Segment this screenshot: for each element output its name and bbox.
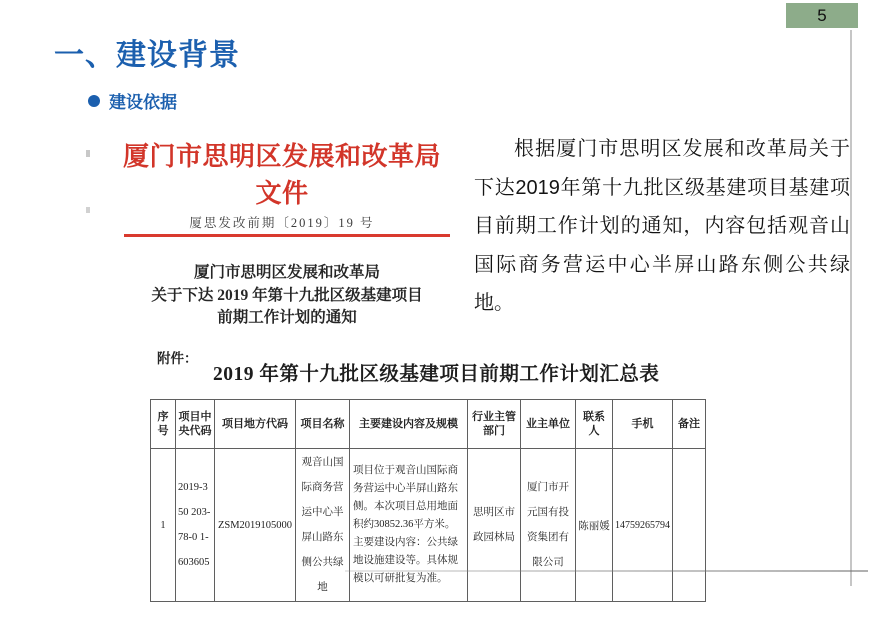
cell-local-code: ZSM2019105000 [215, 449, 296, 602]
col-header-local-code: 项目地方代码 [215, 400, 296, 449]
summary-paragraph: 根据厦门市思明区发展和改革局关于下达2019年第十九批区级基建项目基建项目前期工作计划的通知，内容包括观音山国际商务营运中心半屏山路东侧公共绿地。 [474, 138, 850, 314]
cell-owner: 厦门市开元国有投资集团有限公司 [521, 449, 576, 602]
document-number: 厦思发改前期〔2019〕19 号 [189, 216, 375, 230]
notice-title [107, 262, 467, 330]
notice-title-line3: 前期工作计划的通知 [217, 309, 357, 326]
col-header-owner: 业主单位 [521, 400, 576, 449]
cell-project-name: 观音山国际商务营运中心半屏山路东侧公共绿地 [296, 449, 350, 602]
page-number-badge [786, 3, 858, 28]
cell-central-code: 2019-350 203-78-0 1-603605 [176, 449, 215, 602]
attachment-title: 2019 年第十九批区级基建项目前期工作计划汇总表 [213, 364, 660, 385]
col-header-remark: 备注 [673, 400, 706, 449]
notice-title-line1: 厦门市思明区发展和改革局 [193, 264, 380, 281]
scan-artifact [86, 150, 90, 157]
col-header-phone: 手机 [613, 400, 673, 449]
section-title: 一、建设背景 [54, 39, 240, 72]
cell-content-scale: 项目位于观音山国际商务营运中心半屏山路东侧。本次项目总用地面积约30852.36平方米。主要建设内容：公共绿地设施建设等。具体规模以可研批复为准。 [350, 449, 468, 602]
document-banner-title: 厦门市思明区发展和改革局文件 [122, 142, 441, 208]
cell-remark [673, 449, 706, 602]
page-number: 5 [817, 5, 827, 25]
col-header-central-code: 项目中央代码 [176, 400, 215, 449]
col-header-project-name: 项目名称 [296, 400, 350, 449]
col-header-contact: 联系人 [576, 400, 613, 449]
scan-artifact [86, 207, 90, 213]
col-header-content-scale: 主要建设内容及规模 [350, 400, 468, 449]
cell-seq: 1 [151, 449, 176, 602]
scan-bottom-edge [345, 570, 868, 572]
bullet-label: 建设依据 [109, 93, 177, 112]
table-row [151, 449, 706, 602]
col-header-dept: 行业主管部门 [468, 400, 521, 449]
table-header-row [151, 400, 706, 449]
cell-phone: 14759265794 [613, 449, 673, 602]
cell-dept: 思明区市政园林局 [468, 449, 521, 602]
bullet-dot-icon [88, 95, 100, 107]
document-red-rule [124, 234, 450, 237]
bullet-item [88, 88, 177, 113]
notice-title-line2: 关于下达 2019 年第十九批区级基建项目 [151, 286, 423, 304]
right-edge-divider [850, 30, 852, 586]
col-header-seq: 序号 [151, 400, 176, 449]
cell-contact: 陈丽媛 [576, 449, 613, 602]
attachment-label: 附件： [157, 351, 198, 366]
